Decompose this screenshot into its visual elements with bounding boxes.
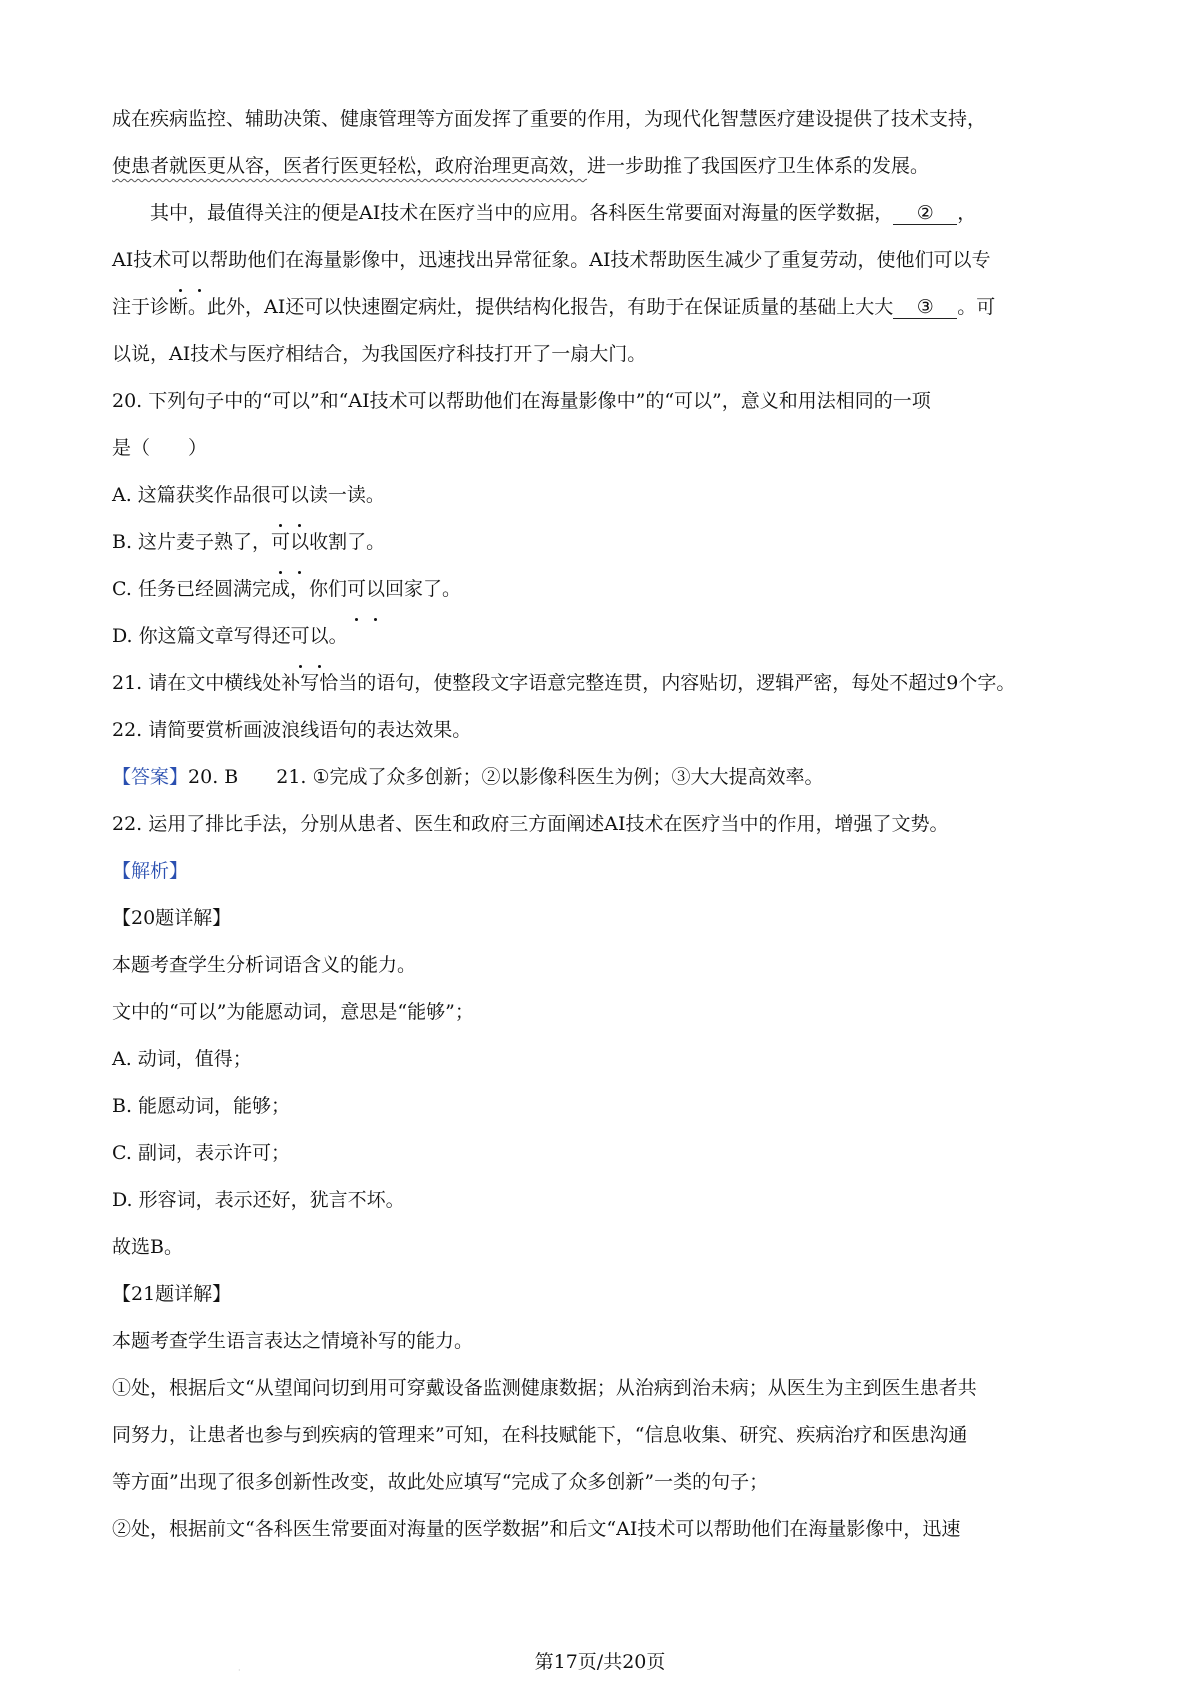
analysis-line: 本题考查学生语言表达之情境补写的能力。 [112,1330,474,1352]
analysis-option-d: D. 形容词，表示还好，犹言不坏。 [112,1189,405,1211]
emphasis-char: 以 [290,472,309,519]
answer-21: 21. ①完成了众多创新；②以影像科医生为例；③大大提高效率。 [276,766,824,788]
passage-text: 注于诊断。此外，AI还可以快速圈定病灶，提供结构化报告，有助于在保证质量的基础上大大 [112,296,894,318]
answer-line [112,754,1097,801]
passage-line: 以说，AI技术与医疗相结合，为我国医疗科技打开了一扇大门。 [112,343,647,365]
option-text: 收割了。 [309,531,386,553]
analysis-option-c: C. 副词，表示许可； [112,1142,290,1164]
emphasis-char: 以 [190,237,209,284]
passage-line: 成在疾病监控、辅助决策、健康管理等方面发挥了重要的作用，为现代化智慧医疗建设提供了技术支持， [112,108,987,130]
analysis-tag: 【解析】 [112,860,189,882]
answer-22: 22. 运用了排比手法，分别从患者、医生和政府三方面阐述AI技术在医疗当中的作用，增强了文势。 [112,813,949,835]
emphasis-char: 以 [310,613,329,660]
option-d [112,613,1097,660]
analysis-line: ①处，根据后文“从望闻问切到用可穿戴设备监测健康数据；从治病到治未病；从医生为主到医生患者共 [112,1377,977,1399]
passage-line [112,190,1097,237]
answer-tag: 【答案】 [112,766,189,788]
passage-text: 进一步助推了我国医疗卫生体系的发展。 [587,155,930,177]
passage-text: 。可 [957,296,996,318]
passage-text: ， [957,202,977,224]
page-content [112,96,1097,1553]
analysis-line: 文中的“可以”为能愿动词，意思是“能够”； [112,1001,474,1023]
option-text: C. 任务已经圆满完成，你们 [112,578,347,600]
wavy-underlined-sentence: 使患者就医更从容，医者行医更轻松，政府治理更高效， [112,155,588,177]
emphasis-char: 可 [271,472,290,519]
emphasis-char: 可 [291,613,310,660]
option-a [112,472,1097,519]
analysis-option-a: A. 动词，值得； [112,1048,252,1070]
option-text: 读一读。 [308,484,385,506]
analysis-line: 等方面”出现了很多创新性改变，故此处应填写“完成了众多创新”一类的句子； [112,1471,769,1493]
page-speck: · [238,1666,241,1675]
emphasis-char: 可 [171,237,190,284]
emphasis-char: 以 [290,519,309,566]
option-text: 回家了。 [384,578,461,600]
question-20-stem: 是（ ） [112,437,208,459]
passage-text: 帮助他们在海量影像中，迅速找出异常征象。AI技术帮助医生减少了重复劳动，使他们可以专 [209,249,991,271]
passage-text: 其中，最值得关注的便是AI技术在医疗当中的应用。各科医生常要面对海量的医学数据， [150,202,894,224]
option-text: 。 [328,625,348,647]
passage-text: AI技术 [112,249,172,271]
detail-heading-21: 【21题详解】 [112,1283,232,1305]
emphasis-char: 可 [271,519,290,566]
option-text: A. 这篇获奖作品很 [112,484,271,506]
option-c [112,566,1097,613]
detail-heading-20: 【20题详解】 [112,907,232,929]
analysis-line: 同努力，让患者也参与到疾病的管理来”可知，在科技赋能下，“信息收集、研究、疾病治疗和医患沟通 [112,1424,968,1446]
question-21: 21. 请在文中横线处补写恰当的语句，使整段文字语意完整连贯，内容贴切，逻辑严密，每处不超过9个字。 [112,672,1016,694]
option-text: D. 你这篇文章写得还 [112,625,291,647]
passage-line [112,143,1097,190]
option-b [112,519,1097,566]
page-footer: 第17页/共20页 [534,1651,666,1673]
analysis-line: 本题考查学生分析词语含义的能力。 [112,954,417,976]
analysis-line: ②处，根据前文“各科医生常要面对海量的医学数据”和后文“AI技术可以帮助他们在海量影像中，迅速 [112,1518,961,1540]
question-20-stem: 20. 下列句子中的“可以”和“AI技术可以帮助他们在海量影像中”的“可以”，意义和用法相同的一项 [112,390,931,412]
analysis-conclusion: 故选B。 [112,1236,183,1258]
emphasis-char: 可 [347,566,366,613]
analysis-option-b: B. 能愿动词，能够； [112,1095,291,1117]
question-22: 22. 请简要赏析画波浪线语句的表达效果。 [112,719,472,741]
passage-line [112,284,1097,331]
blank-3: ③ [893,296,957,319]
answer-20: 20. B [188,766,239,788]
emphasis-char: 以 [366,566,385,613]
option-text: B. 这片麦子熟了， [112,531,272,553]
blank-2: ② [893,202,957,225]
passage-line [112,237,1097,284]
